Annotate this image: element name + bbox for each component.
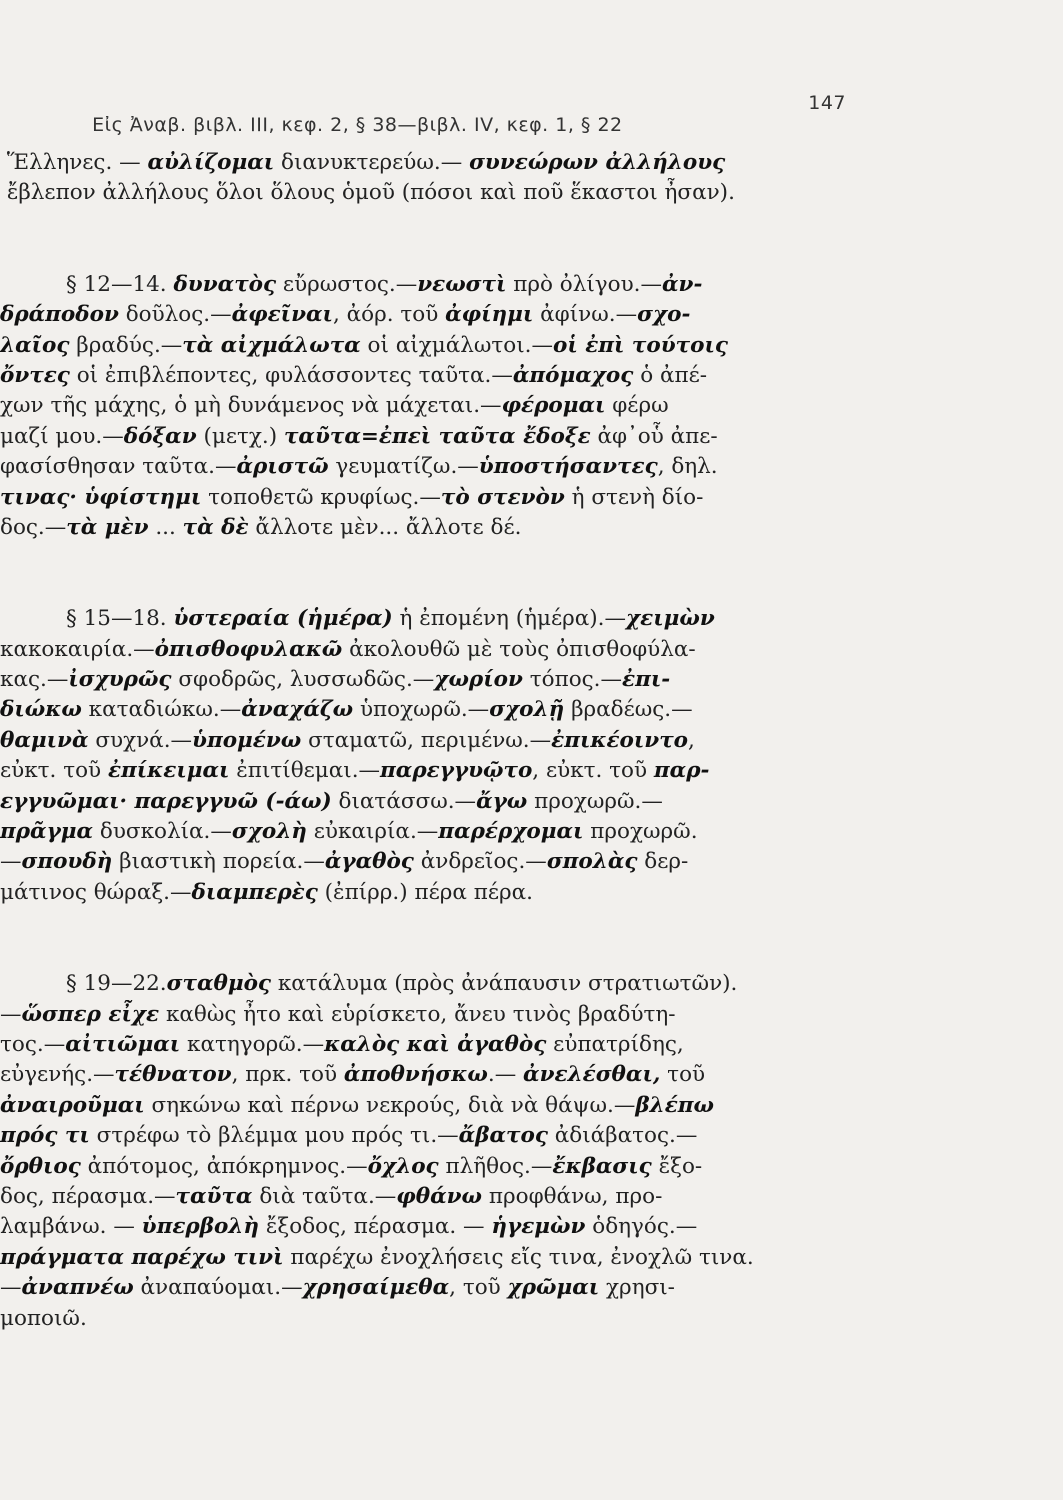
text-line <box>0 1182 860 1212</box>
headword: ἐπικέοιντο <box>551 727 689 753</box>
gloss-text: (ἐπίρρ.) πέρα πέρα. <box>317 879 534 905</box>
headword: ὄντες <box>0 362 70 388</box>
gloss-text: χων τῆς μάχης, ὁ μὴ δυνάμενος νὰ μάχεται.— <box>0 393 502 419</box>
gloss-text: , <box>688 727 695 753</box>
text-line <box>0 270 860 300</box>
headword: χωρίον <box>434 667 523 693</box>
gloss-text: κας.— <box>0 667 69 693</box>
gloss-text: , πρκ. τοῦ <box>231 1062 344 1088</box>
gloss-text: πλῆθος.— <box>438 1153 553 1179</box>
headword: χρῶμαι <box>507 1275 600 1301</box>
gloss-text: κατηγορῶ.— <box>180 1031 325 1057</box>
gloss-text: εὐγενής.— <box>0 1062 115 1088</box>
gloss-text: ἀναπαύομαι.— <box>133 1275 303 1301</box>
gloss-text: βραδύς.— <box>69 332 183 358</box>
gloss-text: σταματῶ, περιμένω.— <box>301 727 552 753</box>
gloss-text: μάτινος θώραξ.— <box>0 879 192 905</box>
headword: ἀριστῶ <box>236 454 329 480</box>
headword: ἐπίκειμαι <box>107 758 230 784</box>
headword: ἰσχυρῶς <box>68 667 172 693</box>
headword: ἀγαθὸς <box>324 849 414 875</box>
headword: ἀφίημι <box>445 302 534 328</box>
text-line <box>0 756 860 786</box>
gloss-text: φέρω <box>605 393 669 419</box>
headword: τὰ δὲ <box>182 514 249 540</box>
gloss-text: τόπος.— <box>522 667 623 693</box>
text-line <box>0 817 860 847</box>
gloss-text: βραδέως.— <box>564 697 693 723</box>
text-line <box>0 422 860 452</box>
headword: σχολὴ <box>231 819 307 845</box>
text-line <box>0 1212 860 1242</box>
paragraph <box>0 148 860 209</box>
gloss-text: καταδιώκω.— <box>81 697 242 723</box>
gloss-text: ἀφ᾽οὗ ἀπε- <box>590 423 718 449</box>
text-line <box>0 665 860 695</box>
gloss-text: χρησι- <box>599 1275 675 1301</box>
gloss-text: προφθάνω, προ- <box>482 1183 663 1209</box>
text-line <box>0 178 860 208</box>
gloss-text: ὁδηγός.— <box>585 1214 698 1240</box>
text-line <box>0 513 860 543</box>
headword: ὑπερβολὴ <box>141 1214 260 1240</box>
gloss-text: — <box>0 1275 22 1301</box>
paragraph-gap <box>0 543 860 604</box>
gloss-text: διὰ ταῦτα.— <box>252 1183 397 1209</box>
headword: βλέπω <box>635 1092 715 1118</box>
gloss-text: δερ- <box>637 849 689 875</box>
gloss-text: δος, πέρασμα.— <box>0 1183 176 1209</box>
gloss-text: , δηλ. <box>657 454 718 480</box>
text-line <box>0 452 860 482</box>
gloss-text: ὁ ἀπέ- <box>633 362 708 388</box>
gloss-text: .— <box>487 1062 524 1088</box>
text-line <box>0 1152 860 1182</box>
headword: ὀπισθοφυλακῶ <box>154 636 343 662</box>
text-line <box>0 391 860 421</box>
gloss-text: ἀνδρεῖος.— <box>413 849 547 875</box>
gloss-text: προχωρῶ.— <box>527 788 663 814</box>
headword: τὰ αἰχμάλωτα <box>182 332 361 358</box>
headword: εγγυῶμαι· παρεγγυῶ (-άω) <box>0 788 332 814</box>
gloss-text: πρὸ ὀλίγου.— <box>506 271 662 297</box>
gloss-text: λαμβάνω. — <box>0 1214 142 1240</box>
gloss-text: ἡ στενὴ δίο- <box>564 484 704 510</box>
headword: ἔκβασις <box>552 1153 652 1179</box>
text-line <box>0 1091 860 1121</box>
headword: καλὸς καὶ ἀγαθὸς <box>324 1031 547 1057</box>
gloss-text: ἐπιτίθεμαι.— <box>229 758 381 784</box>
gloss-text: § 12—14. <box>66 271 174 297</box>
headword: πρός τι <box>0 1123 90 1149</box>
headword: νεωστὶ <box>417 271 507 297</box>
headword: ἀπόμαχος <box>512 362 634 388</box>
headword: πράγματα παρέχω τινὶ <box>0 1244 284 1270</box>
gloss-text: βιαστικὴ πορεία.— <box>112 849 325 875</box>
headword: τὸ στενὸν <box>440 484 565 510</box>
gloss-text: εὐπατρίδης, <box>546 1031 684 1057</box>
text-line <box>0 726 860 756</box>
text-line <box>0 787 860 817</box>
gloss-text: ἀδιάβατος.— <box>547 1123 698 1149</box>
gloss-text: δυσκολία.— <box>93 819 232 845</box>
headword: διώκω <box>0 697 82 723</box>
headword: ταῦτα <box>175 1183 253 1209</box>
paragraph-gap <box>0 908 860 969</box>
gloss-text: , τοῦ <box>449 1275 508 1301</box>
text-line <box>0 483 860 513</box>
headword: λαῖος <box>0 332 70 358</box>
headword: ἀνελέσθαι, <box>523 1062 661 1088</box>
headword: παρέρχομαι <box>438 819 584 845</box>
gloss-text: ἔβλεπον ἀλλήλους ὅλοι ὅλους ὁμοῦ (πόσοι καὶ ποῦ ἕκαστοι ἦσαν). <box>0 180 735 206</box>
gloss-text: μαζί μου.— <box>0 423 124 449</box>
running-head-title: Εἰς Ἀναβ. βιβλ. ΙΙΙ, κεφ. 2, § 38—βιβλ. IV, κεφ. 1, § 22 <box>92 114 623 136</box>
page-number: 147 <box>808 92 846 114</box>
paragraph <box>0 270 860 544</box>
headword: χειμὼν <box>626 606 715 632</box>
gloss-text: γευματίζω.— <box>328 454 479 480</box>
gloss-text: εὐκαιρία.— <box>306 819 439 845</box>
text-line <box>0 1060 860 1090</box>
headword: διαμπερὲς <box>191 879 318 905</box>
headword: ὑποστήσαντες <box>478 454 658 480</box>
gloss-text: οἱ αἰχμάλωτοι.— <box>360 332 553 358</box>
headword: θαμινὰ <box>0 727 89 753</box>
headword: δόξαν <box>123 423 197 449</box>
text-line <box>0 635 860 665</box>
gloss-text: , εὐκτ. τοῦ <box>532 758 654 784</box>
gloss-text: Ἕλληνες. — <box>0 150 148 175</box>
headword: φέρομαι <box>501 393 606 419</box>
paragraph <box>0 969 860 1334</box>
headword: ὥσπερ εἶχε <box>21 1001 160 1027</box>
text-line <box>0 148 860 178</box>
headword: σπολὰς <box>546 849 638 875</box>
headword: ἀποθνήσκω <box>343 1062 488 1088</box>
text-line <box>0 969 860 999</box>
gloss-text: § 15—18. <box>66 606 174 632</box>
headword: ὄρθιος <box>0 1153 81 1179</box>
gloss-text: δοῦλος.— <box>118 302 232 328</box>
gloss-text: σφοδρῶς, λυσσωδῶς.— <box>171 667 435 693</box>
headword: τινας· ὑφίστημι <box>0 484 202 510</box>
text-line <box>0 1121 860 1151</box>
headword: ἡγεμὼν <box>491 1214 586 1240</box>
gloss-text: ... <box>148 514 183 540</box>
gloss-text: ἔξοδος, πέρασμα. — <box>259 1214 492 1240</box>
headword: χρησαίμεθα <box>302 1275 450 1301</box>
paragraph <box>0 604 860 908</box>
headword: σπουδὴ <box>21 849 113 875</box>
gloss-text: παρέχω ἐνοχλήσεις εἴς τινα, ἐνοχλῶ τινα. <box>283 1244 754 1270</box>
gloss-text: κακοκαιρία.— <box>0 636 155 662</box>
gloss-text: συχνά.— <box>88 727 193 753</box>
paragraph-gap <box>0 209 860 270</box>
gloss-text: φασίσθησαν ταῦτα.— <box>0 454 237 480</box>
gloss-text: μοποιῶ. <box>0 1305 87 1331</box>
headword: τὰ μὲν <box>66 514 149 540</box>
headword: δράποδον <box>0 302 119 328</box>
gloss-text: τος.— <box>0 1031 66 1057</box>
gloss-text: — <box>0 849 22 875</box>
gloss-text: εὔρωστος.— <box>276 271 418 297</box>
gloss-text: — <box>0 1001 22 1027</box>
gloss-text: ὑποχωρῶ.— <box>353 697 490 723</box>
text-line <box>0 1273 860 1303</box>
gloss-text: , ἀόρ. τοῦ <box>332 302 446 328</box>
headword: ὑπομένω <box>192 727 302 753</box>
gloss-text: εὐκτ. τοῦ <box>0 758 108 784</box>
headword: σχο- <box>637 302 691 328</box>
headword: ἀναιροῦμαι <box>0 1092 145 1118</box>
gloss-text: κατάλυμα (πρὸς ἀνάπαυσιν στρατιωτῶν). <box>271 971 738 997</box>
gloss-text: διανυκτερεύω.— <box>274 150 470 175</box>
text-line <box>0 331 860 361</box>
headword: ἀν- <box>661 271 703 297</box>
headword: ἀφεῖναι <box>231 302 333 328</box>
headword: αἰτιῶμαι <box>65 1031 181 1057</box>
gloss-text: τοποθετῶ κρυφίως.— <box>201 484 441 510</box>
headword: ταῦτα=ἐπεὶ ταῦτα ἔδοξε <box>283 423 591 449</box>
headword: ὑστεραία (ἡμέρα) <box>173 606 393 632</box>
gloss-text: (μετχ.) <box>196 423 284 449</box>
headword: σχολῇ <box>489 697 565 723</box>
headword: ἀναπνέω <box>21 1275 134 1301</box>
headword: παρεγγυῷτο <box>380 758 533 784</box>
headword: πρᾶγμα <box>0 819 94 845</box>
headword: φθάνω <box>396 1183 483 1209</box>
gloss-text: ἄλλοτε μὲν... ἄλλοτε δέ. <box>248 514 522 540</box>
gloss-text: στρέφω τὸ βλέμμα μου πρός τι.— <box>89 1123 459 1149</box>
text-line <box>0 695 860 725</box>
gloss-text: σηκώνω καὶ πέρνω νεκρούς, διὰ νὰ θάψω.— <box>144 1092 636 1118</box>
headword: ἀναχάζω <box>241 697 354 723</box>
headword: συνεώρων ἀλλήλους <box>469 150 726 175</box>
gloss-text: οἱ ἐπιβλέποντες, φυλάσσοντες ταῦτα.— <box>69 362 513 388</box>
gloss-text: τοῦ <box>660 1062 706 1088</box>
text-line <box>0 847 860 877</box>
text-line <box>0 300 860 330</box>
gloss-text: δος.— <box>0 514 67 540</box>
gloss-text: καθὼς ἦτο καὶ εὑρίσκετο, ἄνευ τινὸς βραδύτη- <box>159 1001 676 1027</box>
gloss-text: προχωρῶ. <box>583 819 698 845</box>
headword: δυνατὸς <box>173 271 277 297</box>
headword: ἄβατος <box>458 1123 548 1149</box>
headword: τέθνατον <box>114 1062 232 1088</box>
gloss-text: ἔξο- <box>651 1153 703 1179</box>
headword: αὐλίζομαι <box>147 150 275 175</box>
gloss-text: ἀκολουθῶ μὲ τοὺς ὀπισθοφύλα- <box>342 636 696 662</box>
body-text <box>0 148 860 1334</box>
text-line <box>0 1000 860 1030</box>
text-line <box>0 1030 860 1060</box>
gloss-text: διατάσσω.— <box>331 788 477 814</box>
text-line <box>0 361 860 391</box>
headword: ἄγω <box>476 788 528 814</box>
text-line <box>0 1304 860 1334</box>
text-line <box>0 604 860 634</box>
headword: οἱ ἐπὶ τούτοις <box>553 332 728 358</box>
gloss-text: ἀπότομος, ἀπόκρημνος.— <box>80 1153 368 1179</box>
text-line <box>0 878 860 908</box>
headword: ὄχλος <box>367 1153 439 1179</box>
gloss-text: ἡ ἐπομένη (ἡμέρα).— <box>392 606 627 632</box>
headword: παρ- <box>653 758 710 784</box>
text-line <box>0 1243 860 1273</box>
headword: σταθμὸς <box>166 971 272 997</box>
headword: ἐπι- <box>622 667 671 693</box>
gloss-text: § 19—22. <box>66 971 167 997</box>
gloss-text: ἀφίνω.— <box>533 302 638 328</box>
